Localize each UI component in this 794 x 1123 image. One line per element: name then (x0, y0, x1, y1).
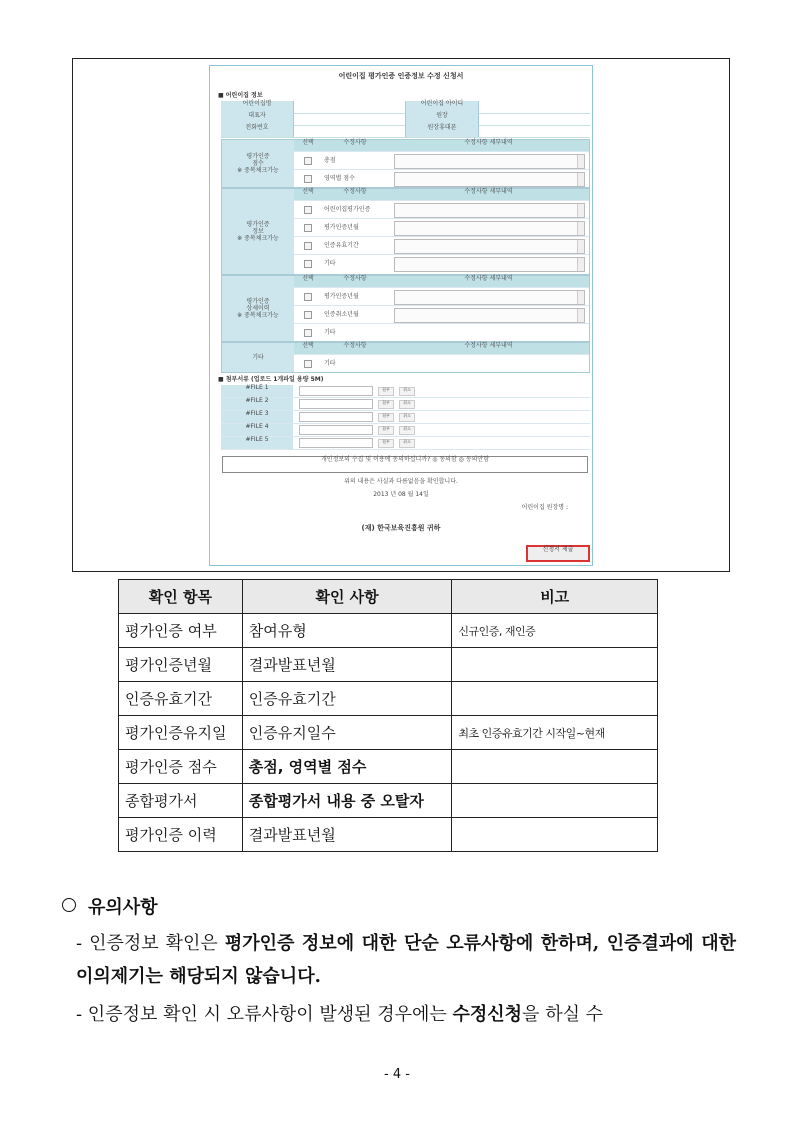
group-label: 평가인증 점수 ※ 중복체크가능 (222, 140, 294, 187)
form-title: 어린이집 평가인증 인증정보 수정 신청서 (338, 72, 464, 80)
edit-row (294, 254, 589, 273)
info-value[interactable] (479, 101, 590, 113)
file-input[interactable] (299, 438, 373, 448)
circle-bullet-icon (62, 898, 76, 912)
other-group (221, 342, 590, 373)
detail-textarea[interactable] (394, 239, 585, 254)
file-label: #FILE 5 (221, 437, 293, 449)
section-files-title: ■ 첨부서류 (업로드 1개파일 용량 5M) (218, 377, 323, 383)
edit-row (294, 323, 589, 342)
edit-item: 기타 (324, 360, 336, 367)
col-detail: 수정사항 세부내역 (464, 342, 513, 349)
group-label: 평가인증 상세이력 ※ 중복체크가능 (222, 276, 294, 341)
edit-item: 평가인증년월 (324, 293, 359, 300)
table-header-row (119, 580, 658, 614)
notes-heading (62, 893, 158, 919)
info-label: 어린이집 아이디 (405, 101, 479, 113)
edit-row (294, 218, 589, 237)
attach-button[interactable]: 첨부 (378, 426, 394, 435)
cell-check: 인증유지일수 (242, 716, 452, 750)
cell-check: 결과발표년월 (242, 648, 452, 682)
file-input[interactable] (299, 399, 373, 409)
header-note: 비고 (452, 580, 658, 614)
col-detail: 수정사항 세부내역 (464, 139, 513, 146)
cell-note (452, 682, 658, 716)
file-input[interactable] (299, 425, 373, 435)
cell-item: 평가인증 점수 (119, 750, 243, 784)
col-item: 수정사항 (343, 188, 367, 195)
col-detail: 수정사항 세부내역 (464, 275, 513, 282)
cell-check: 총점, 영역별 점수 (242, 750, 452, 784)
detail-textarea[interactable] (394, 172, 585, 187)
cancel-file-button[interactable]: 취소 (399, 426, 415, 435)
attach-button[interactable]: 첨부 (378, 400, 394, 409)
cell-item: 평가인증년월 (119, 648, 243, 682)
file-row (221, 437, 590, 450)
col-detail: 수정사항 세부내역 (464, 188, 513, 195)
info-label: 어린이집명 (221, 101, 294, 113)
group-header (294, 276, 589, 287)
cancel-file-button[interactable]: 취소 (399, 413, 415, 422)
edit-row (294, 200, 589, 219)
note-1-bold: 평가인증 정보에 대한 단순 오류사항에 한하며, 인증결과에 대한 이의제기는 해당되지 않습니다. (76, 933, 736, 987)
file-label: #FILE 2 (221, 398, 293, 410)
group-header (294, 140, 589, 151)
info-value[interactable] (294, 113, 405, 125)
file-row (221, 424, 590, 437)
col-select: 선택 (302, 188, 314, 195)
file-label: #FILE 4 (221, 424, 293, 436)
cell-note (452, 750, 658, 784)
col-item: 수정사항 (343, 275, 367, 282)
edit-row (294, 354, 589, 373)
edit-item: 어린이집평가인증 (324, 206, 371, 213)
edit-row (294, 287, 589, 306)
cell-item: 종합평가서 (119, 784, 243, 818)
note-2-bold: 수정신청 (452, 1004, 523, 1025)
edit-row (294, 305, 589, 324)
group-header (294, 343, 589, 354)
select-checkbox[interactable] (304, 157, 312, 165)
cell-check: 종합평가서 내용 중 오탈자 (242, 784, 452, 818)
file-label: #FILE 3 (221, 411, 293, 423)
cell-check: 인증유효기간 (242, 682, 452, 716)
cancel-file-button[interactable]: 취소 (399, 387, 415, 396)
detail-textarea[interactable] (394, 308, 585, 323)
issuer-text: (재) 한국보육진흥원 귀하 (361, 524, 441, 532)
info-value[interactable] (294, 125, 405, 137)
detail-textarea[interactable] (394, 290, 585, 305)
cell-note: 최초 인증유효기간 시작일~현재 (452, 716, 658, 750)
edit-row (294, 151, 589, 170)
col-item: 수정사항 (343, 342, 367, 349)
consent-box[interactable]: 개인정보의 수집 및 이용에 동의하십니까? ◎ 동의함 ◎ 동의안함 (222, 456, 588, 473)
note-2-tail: 을 하실 수 (522, 1004, 604, 1025)
attach-button[interactable]: 첨부 (378, 413, 394, 422)
file-input[interactable] (299, 386, 373, 396)
cancel-file-button[interactable]: 취소 (399, 400, 415, 409)
note-2-lead: - 인증정보 확인 시 오류사항이 발생된 경우에는 (76, 1004, 453, 1025)
cell-note (452, 784, 658, 818)
col-select: 선택 (302, 275, 314, 282)
edit-item: 총점 (324, 157, 336, 164)
file-input[interactable] (299, 412, 373, 422)
note-paragraph-1 (76, 927, 736, 993)
attach-button[interactable]: 첨부 (378, 439, 394, 448)
select-checkbox[interactable] (304, 206, 312, 214)
edit-row (294, 169, 589, 188)
detail-textarea[interactable] (394, 257, 585, 272)
table-row (119, 614, 658, 648)
group-label: 기타 (222, 343, 294, 372)
edit-item: 인증유효기간 (324, 242, 359, 249)
edit-item: 평가인증년월 (324, 224, 359, 231)
table-row (119, 716, 658, 750)
history-group (221, 275, 590, 342)
edit-item: 기타 (324, 329, 336, 336)
cell-item: 평가인증유지일 (119, 716, 243, 750)
form-date: 2013 년 08 월 14일 (373, 491, 429, 498)
edit-item: 영역별 점수 (324, 175, 355, 182)
select-checkbox[interactable] (304, 311, 312, 319)
group-label: 평가인증 정보 ※ 중복체크가능 (222, 189, 294, 274)
table-row (119, 818, 658, 852)
select-checkbox[interactable] (304, 224, 312, 232)
file-row (221, 411, 590, 424)
header-item: 확인 항목 (119, 580, 243, 614)
edit-row (294, 236, 589, 255)
cell-item: 인증유효기간 (119, 682, 243, 716)
cell-item: 평가인증 이력 (119, 818, 243, 852)
select-checkbox[interactable] (304, 242, 312, 250)
file-row (221, 385, 590, 398)
file-row (221, 398, 590, 411)
detail-textarea[interactable] (394, 221, 585, 236)
table-row (119, 784, 658, 818)
group-header (294, 189, 589, 200)
select-checkbox[interactable] (304, 293, 312, 301)
detail-textarea[interactable] (394, 154, 585, 169)
col-item: 수정사항 (343, 139, 367, 146)
select-checkbox[interactable] (304, 360, 312, 368)
info-row (221, 125, 590, 138)
score-group (221, 139, 590, 188)
application-form-screenshot (209, 65, 593, 566)
attach-button[interactable]: 첨부 (378, 387, 394, 396)
confirm-text: 위의 내용은 사실과 다름없음을 확인합니다. (344, 478, 458, 485)
col-select: 선택 (302, 139, 314, 146)
signer-label: 어린이집 원장명 : (521, 504, 568, 511)
select-checkbox[interactable] (304, 260, 312, 268)
detail-textarea[interactable] (394, 203, 585, 218)
note-1-lead: - 인증정보 확인은 (76, 933, 225, 954)
check-table (118, 579, 658, 852)
col-select: 선택 (302, 342, 314, 349)
table-row (119, 682, 658, 716)
info-label: 대표자 (221, 113, 294, 125)
table-row (119, 648, 658, 682)
info-value[interactable] (294, 101, 405, 113)
cancel-file-button[interactable]: 취소 (399, 439, 415, 448)
edit-item: 인증취소년월 (324, 311, 359, 318)
select-checkbox[interactable] (304, 175, 312, 183)
cell-item: 평가인증 여부 (119, 614, 243, 648)
note-paragraph-2 (76, 998, 736, 1031)
edit-item: 기타 (324, 260, 336, 267)
cell-note (452, 648, 658, 682)
info-value[interactable] (479, 125, 590, 137)
select-checkbox[interactable] (304, 329, 312, 337)
page-number: - 4 - (384, 1067, 410, 1082)
info-label: 원장휴대폰 (405, 125, 479, 137)
cell-note (452, 818, 658, 852)
section-info-title: ■ 어린이집 정보 (218, 93, 263, 99)
submit-button[interactable]: 신청서 제출 (526, 545, 590, 562)
cell-note: 신규인증, 재인증 (452, 614, 658, 648)
table-row (119, 750, 658, 784)
info-group (221, 188, 590, 275)
info-label: 전화번호 (221, 125, 294, 137)
file-label: #FILE 1 (221, 385, 293, 397)
info-value[interactable] (479, 113, 590, 125)
header-check: 확인 사항 (242, 580, 452, 614)
notes-heading-text: 유의사항 (88, 897, 158, 918)
cell-check: 결과발표년월 (242, 818, 452, 852)
cell-check: 참여유형 (242, 614, 452, 648)
info-label: 원장 (405, 113, 479, 125)
